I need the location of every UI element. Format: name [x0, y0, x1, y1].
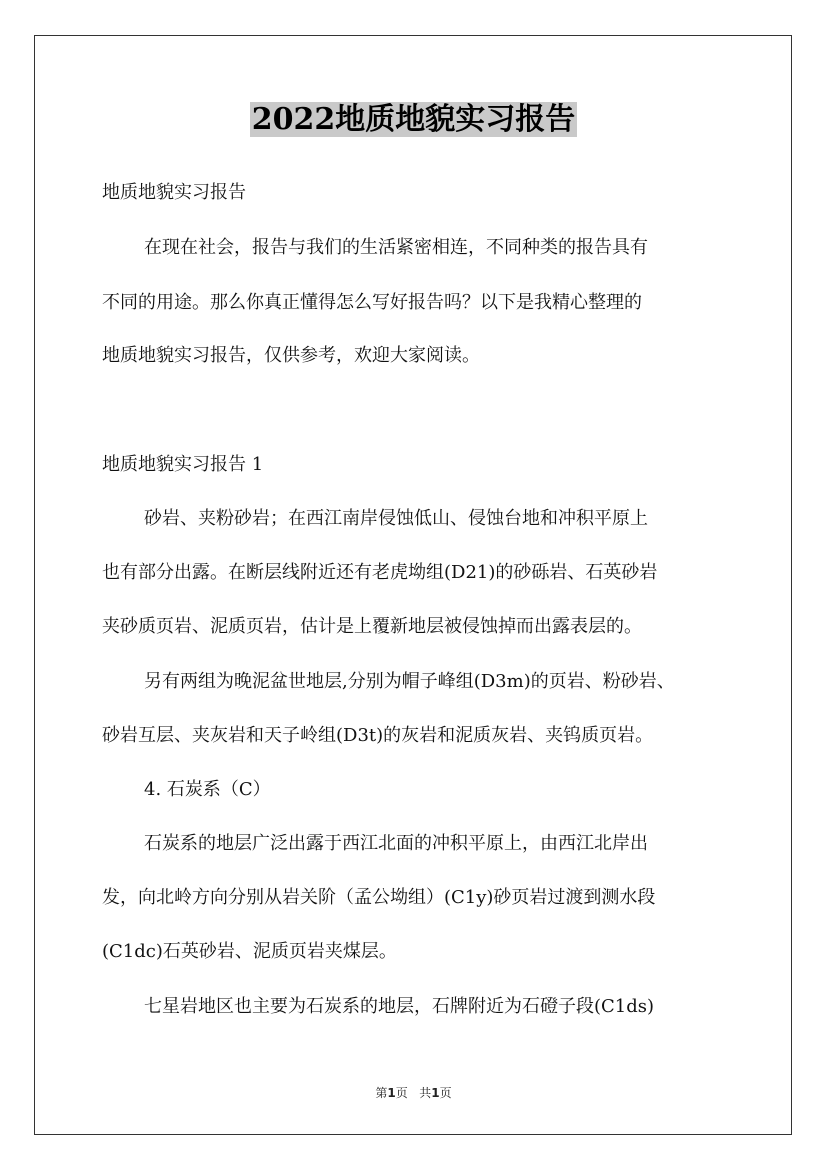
page-footer: [0, 1084, 827, 1101]
paragraph-line: 另有两组为晚泥盆世地层,分别为帽子峰组(D3m)的页岩、粉砂岩、: [144, 671, 675, 692]
title-text: 2022地质地貌实习报告: [251, 102, 576, 137]
section-heading: 地质地貌实习报告 1: [102, 454, 264, 475]
page-number: 1: [387, 1086, 396, 1100]
paragraph-line: 发，向北岭方向分别从岩关阶（孟公坳组）(C1y)砂页岩过渡到测水段: [102, 887, 656, 908]
paragraph-line: 地质地貌实习报告，仅供参考，欢迎大家阅读。: [102, 345, 480, 366]
paragraph-line: 石炭系的地层广泛出露于西江北面的冲积平原上，由西江北岸出: [144, 833, 648, 854]
footer-mid: 页 共: [395, 1086, 432, 1100]
paragraph-line: 在现在社会，报告与我们的生活紧密相连，不同种类的报告具有: [144, 237, 648, 258]
footer-suffix: 页: [439, 1086, 452, 1100]
paragraph-line: (C1dc)石英砂岩、泥质页岩夹煤层。: [102, 941, 397, 962]
paragraph-line: 不同的用途。那么你真正懂得怎么写好报告吗？以下是我精心整理的: [102, 292, 642, 313]
paragraph-line: 七星岩地区也主要为石炭系的地层，石牌附近为石磴子段(C1ds): [144, 996, 655, 1017]
paragraph-line: 砂岩、夹粉砂岩；在西江南岸侵蚀低山、侵蚀台地和冲积平原上: [144, 508, 648, 529]
footer-prefix: 第: [375, 1086, 388, 1100]
total-pages: 1: [431, 1086, 440, 1100]
paragraph-line: 也有部分出露。在断层线附近还有老虎坳组(D21)的砂砾岩、石英砂岩: [102, 562, 658, 583]
document-title: [0, 98, 827, 142]
list-item-heading: 4. 石炭系（C）: [144, 779, 271, 800]
paragraph-line: 夹砂质页岩、泥质页岩，估计是上覆新地层被侵蚀掉而出露表层的。: [102, 616, 642, 637]
section-heading: 地质地貌实习报告: [102, 182, 246, 203]
paragraph-line: 砂岩互层、夹灰岩和天子岭组(D3t)的灰岩和泥质灰岩、夹钨质页岩。: [102, 725, 654, 746]
